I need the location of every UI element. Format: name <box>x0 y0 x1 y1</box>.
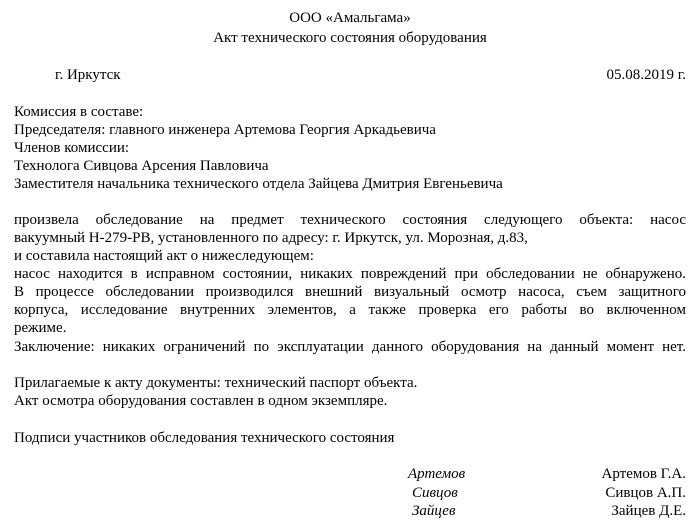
signatory-name: Артемов Г.А. <box>601 466 686 482</box>
city: г. Иркутск <box>55 67 121 83</box>
signatures-heading: Подписи участников обследования технического состояния <box>14 430 395 446</box>
signatory-name: Сивцов А.П. <box>605 485 686 501</box>
signature-handwritten: Зайцев <box>412 503 456 519</box>
commission-chairman: Председателя: главного инженера Артемова Георгия Аркадьевича <box>14 122 436 138</box>
commission-member: Технолога Сивцова Арсения Павловича <box>14 158 269 174</box>
body-paragraph-line: В процессе обследовании производился внешний визуальный осмотр насоса, съем защитного <box>14 284 686 300</box>
body-paragraph-line: произвела обследование на предмет технического состояния следующего объекта: насос <box>14 212 686 228</box>
body-paragraph-line: насос находится в исправном состоянии, никаких повреждений при обследовании не обнаружено. <box>14 266 686 282</box>
document-date: 05.08.2019 г. <box>606 67 686 83</box>
body-paragraph-line: вакуумный Н-279-РВ, установленного по адресу: г. Иркутск, ул. Морозная, д.83, <box>14 230 528 246</box>
signature-handwritten: Артемов <box>408 466 466 482</box>
commission-intro: Комиссия в составе: <box>14 104 144 120</box>
signatory-name: Зайцев Д.Е. <box>611 503 686 519</box>
commission-member: Заместителя начальника технического отдела Зайцева Дмитрия Евгеньевича <box>14 176 503 192</box>
body-paragraph-line: и составила настоящий акт о нижеследующем: <box>14 248 314 264</box>
body-paragraph-line: корпуса, исследование внутренних элементов, а также проверка его работы во включенном <box>14 302 686 318</box>
attachments-line: Акт осмотра оборудования составлен в одном экземпляре. <box>14 393 388 409</box>
attachments-line: Прилагаемые к акту документы: технический паспорт объекта. <box>14 375 418 391</box>
body-paragraph-line: режиме. <box>14 320 67 336</box>
signature-handwritten: Сивцов <box>412 485 458 501</box>
conclusion: Заключение: никаких ограничений по эксплуатации данного оборудования на данный момент нет. <box>14 339 686 355</box>
organization-name: ООО «Амальгама» <box>289 10 411 26</box>
commission-members-label: Членов комиссии: <box>14 140 130 156</box>
document-title: Акт технического состояния оборудования <box>213 30 487 46</box>
